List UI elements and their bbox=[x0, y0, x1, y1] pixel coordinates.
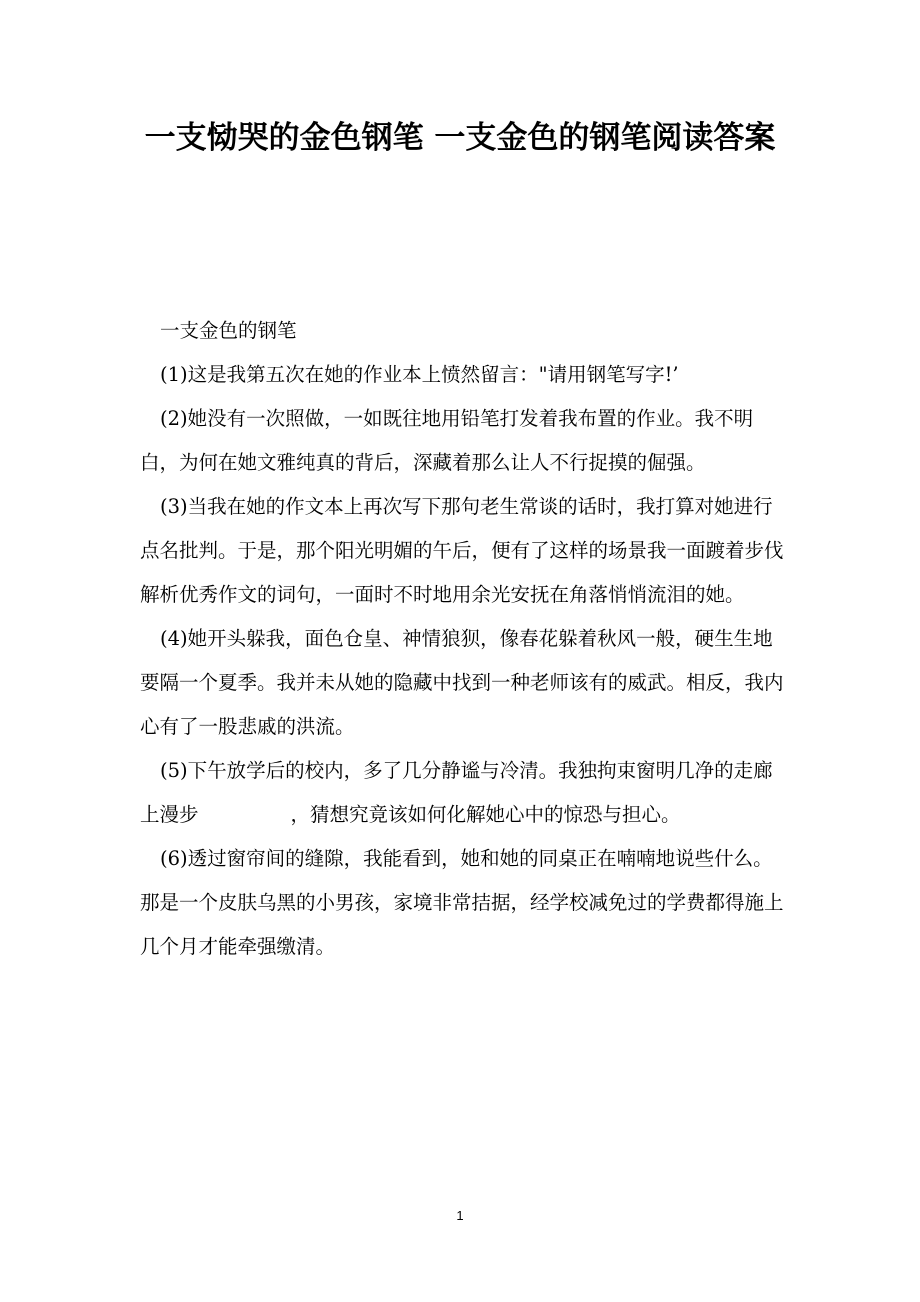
paragraph-5-before-gap: (5)下午放学后的校内，多了几分静谧与冷清。我独拘束窗明几净的走廊上漫步 bbox=[140, 759, 773, 826]
paragraph-1: (1)这是我第五次在她的作业本上愤然留言："请用钢笔写字!’ bbox=[160, 363, 679, 386]
paragraph-5-after-gap: ，猜想究竟该如何化解她心中的惊恐与担心。 bbox=[290, 803, 681, 826]
paragraph-5 bbox=[140, 749, 785, 837]
paragraph-2: (2)她没有一次照做，一如既往地用铅笔打发着我布置的作业。我不明白，为何在她文雅纯真的背后，深藏着那么让人不行捉摸的倔强。 bbox=[140, 407, 754, 474]
document-title: 一支恸哭的金色钢笔 一支金色的钢笔阅读答案 bbox=[144, 120, 776, 156]
paragraph-6: (6)透过窗帘间的缝隙，我能看到，她和她的同桌正在喃喃地说些什么。那是一个皮肤乌黑的小男孩，家境非常拮据，经学校减免过的学费都得施上几个月才能牵强缴清。 bbox=[140, 847, 784, 958]
paragraph-4: (4)她开头躲我，面色仓皇、神情狼狈，像春花躲着秋风一般，硬生生地要隔一个夏季。我并未从她的隐藏中找到一种老师该有的威武。相反，我内心有了一股悲戚的洪流。 bbox=[140, 627, 784, 738]
paragraph-3: (3)当我在她的作文本上再次写下那句老生常谈的话时，我打算对她进行点名批判。于是，那个阳光明媚的午后，便有了这样的场景我一面踱着步伐解析优秀作文的词句，一面时不时地用余光安抚在角落悄悄流泪的她。 bbox=[140, 495, 784, 606]
document-body bbox=[140, 309, 785, 969]
paragraph-heading: 一支金色的钢笔 bbox=[160, 319, 297, 342]
page-number: 1 bbox=[456, 1208, 464, 1223]
